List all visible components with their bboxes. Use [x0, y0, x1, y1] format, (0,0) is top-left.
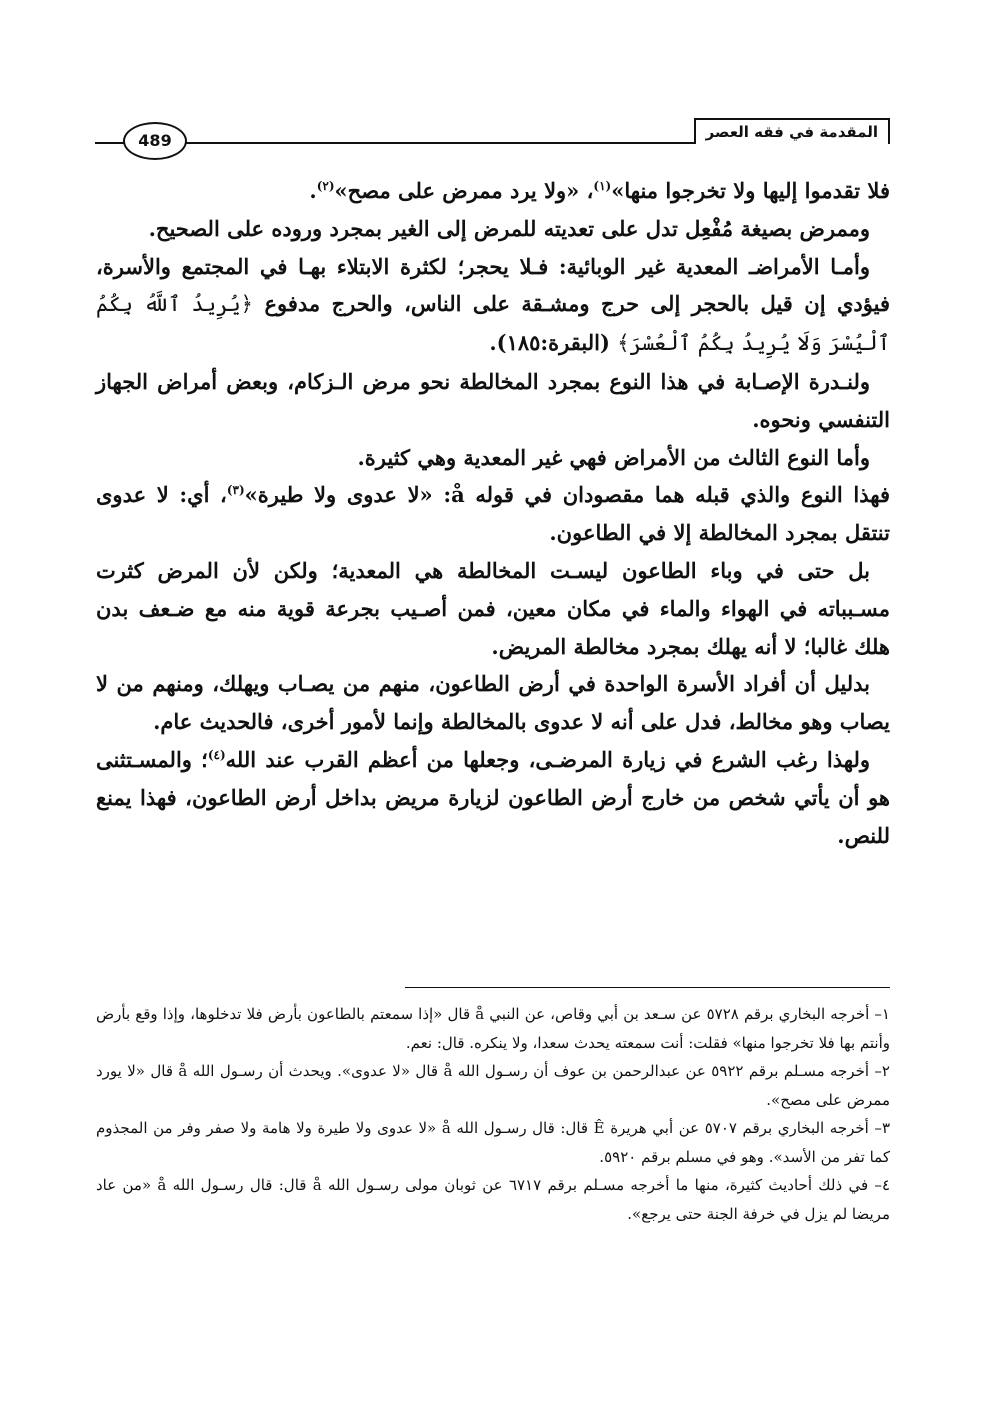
footnote-ref-1: (١)	[593, 179, 612, 193]
running-header	[95, 118, 890, 148]
footnote-ref-4: (٤)	[207, 747, 226, 762]
footnote-4: ٤– في ذلك أحاديث كثيرة، منها ما أخرجه مسـلم برقم ٦٧١٧ عن ثوبان مولى رسـول الله å قال: قال رسـول الله å «من عاد مريضا لم يزل في خرفة الجنة حتى يرجع».	[96, 1176, 890, 1223]
paragraph-7: بل حتى في وباء الطاعون ليسـت المخالطة هي المعدية؛ ولكن لأن المرض كثرت مسـبباته في الهواء والماء في مكان معين، فمن أصـيب بجرعة قوية منه مع ضـعف بدن هلك غالبا؛ لا أنه يهلك بمجرد مخالطة المريض.	[96, 557, 890, 659]
page-number: 489	[123, 122, 187, 160]
p1-text-a: فلا تقدموا إليها ولا تخرجوا منها»	[611, 178, 890, 203]
main-text	[96, 172, 890, 854]
footnote-3: ٣– أخرجه البخاري برقم ٥٧٠٧ عن أبي هريرة Ê قال: قال رسـول الله å «لا عدوى ولا طيرة ولا هامة ولا صفر وفر من المجذوم كما تفر من الأسد». وهو في مسلم برقم ٥٩٢٠.	[96, 1119, 890, 1166]
p6-text-b: : «لا عدوى ولا طيرة»	[244, 482, 452, 508]
quran-verse: ﴿يُرِيدُ ٱللَّهُ بِكُمُ ٱلْيُسْرَ وَلَا يُرِيدُ بِكُمُ ٱلْعُسْرَ﴾	[96, 292, 890, 356]
p1-text-c: .	[309, 178, 317, 203]
paragraph-4: ولنـدرة الإصـابة في هذا النوع بمجرد المخالطة نحو مرض الـزكام، وبعض أمراض الجهاز التنفسي ونحوه.	[96, 368, 890, 432]
paragraph-2: وممرض بصيغة مُفْعِل تدل على تعديته للمرض إلى الغير بمجرد وروده على الصحيح.	[148, 215, 870, 241]
p6-text-a: فهذا النوع والذي قبله هما مقصودان في قوله	[475, 482, 890, 508]
footnote-ref-3: (٣)	[226, 483, 245, 498]
p9-text-b: ؛ والمسـتثنى هو أن يأتي شخص من خارج أرض الطاعون لزيارة مريض بداخل أرض الطاعون، فهذا يمنع للنص.	[96, 746, 890, 848]
p9-text-a: ولهذا رغب الشرع في زيارة المرضـى، وجعلها من أعظم القرب عند الله	[225, 746, 870, 772]
honorific-symbol: å	[451, 482, 465, 508]
footnotes	[96, 1000, 890, 1228]
paragraph-6	[96, 476, 890, 552]
paragraph-9	[96, 741, 890, 854]
p3-citation: (البقرة:١٨٥).	[489, 330, 610, 356]
p1-text-b: ، «ولا يرد ممرض على مصح»	[334, 178, 594, 203]
footnote-1: ١– أخرجه البخاري برقم ٥٧٢٨ عن سـعد بن أبي وقاص، عن النبي å قال «إذا سمعتم بالطاعون بأرض فلا تدخلوها، وإذا وقع بأرض وأنتم بها فلا تخرجوا منها» فقلت: أنت سمعته يحدث سعدا، ولا ينكره. قال: نعم.	[96, 1005, 890, 1052]
paragraph-3	[96, 248, 890, 363]
paragraph-5: وأما النوع الثالث من الأمراض فهي غير المعدية وهي كثيرة.	[357, 444, 870, 470]
footnote-2: ٢– أخرجه مسـلم برقم ٥٩٢٢ عن عبدالرحمن بن عوف أن رسـول الله å قال «لا عدوى». ويحدث أن رسـول الله å قال «لا يورد ممرض على مصح».	[96, 1062, 890, 1109]
footnote-separator	[405, 987, 890, 988]
paragraph-1	[96, 172, 890, 210]
paragraph-8: بدليل أن أفراد الأسرة الواحدة في أرض الطاعون، منهم من يصـاب ويهلك، ومنهم من لا يصاب وهو مخالط، فدل على أنه لا عدوى بالمخالطة وإنما لأمور أخرى، فالحديث عام.	[96, 671, 890, 735]
p6-text-c: ، أي: لا عدوى تنتقل بمجرد المخالطة إلا في الطاعون.	[96, 482, 890, 546]
book-title: المقدمة في فقه العصر	[694, 118, 890, 144]
p3-text-a: وأمـا الأمراضـ المعدية غير الوبائية: فـلا يحجر؛ لكثرة الابتلاء بهـا في المجتمع والأسرة، فيؤدي إن قيل بالحجر إلى حرج ومشـقة على الناس، والحرج مدفوع	[96, 253, 890, 317]
footnote-ref-2: (٢)	[316, 179, 335, 193]
